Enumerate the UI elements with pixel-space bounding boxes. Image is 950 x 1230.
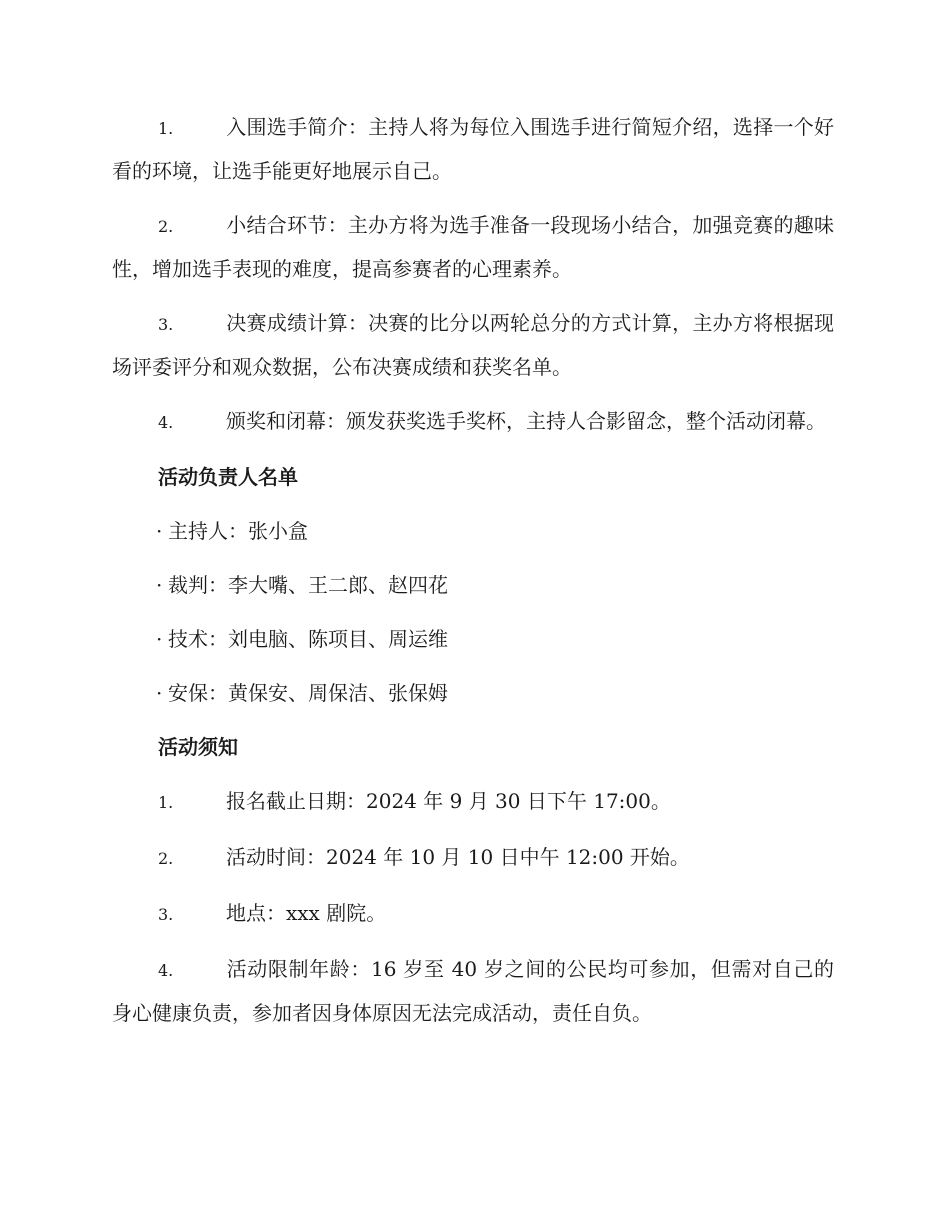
list-item: [112, 948, 834, 1034]
staff-item: [112, 618, 834, 660]
staff-item: [112, 510, 834, 552]
list-item: [112, 302, 834, 388]
section-heading-notice: 活动须知: [158, 735, 238, 759]
list-text: 活动时间：2024 年 10 月 10 日中午 12:00 开始。: [226, 845, 690, 869]
list-number: 3.: [158, 905, 174, 924]
list-number: 2.: [158, 217, 174, 236]
staff-item: [112, 564, 834, 606]
staff-list: [112, 510, 834, 714]
list-item: [112, 106, 834, 192]
list-item: [112, 780, 834, 824]
document-body: [112, 106, 834, 1046]
staff-text: 裁判：李大嘴、王二郎、赵四花: [168, 573, 448, 597]
list-item: [112, 836, 834, 880]
list-item: [112, 400, 834, 444]
list-item: [112, 892, 834, 936]
list-item: [112, 204, 834, 290]
list-text: 活动限制年龄：16 岁至 40 岁之间的公民均可参加，但需对自己的身心健康负责，参加者因身体原因无法完成活动，责任自负。: [112, 957, 834, 1025]
list-text: 小结合环节：主办方将为选手准备一段现场小结合，加强竞赛的趣味性，增加选手表现的难度，提高参赛者的心理素养。: [112, 213, 834, 281]
staff-text: 技术：刘电脑、陈项目、周运维: [168, 627, 448, 651]
bullet-mark: ·: [156, 627, 163, 651]
section-heading-staff: 活动负责人名单: [158, 465, 298, 489]
bullet-mark: ·: [156, 573, 163, 597]
list-number: 2.: [158, 849, 174, 868]
bullet-mark: ·: [156, 519, 163, 543]
list-text: 决赛成绩计算：决赛的比分以两轮总分的方式计算，主办方将根据现场评委评分和观众数据，公布决赛成绩和获奖名单。: [112, 311, 834, 379]
staff-text: 主持人：张小盒: [168, 519, 308, 543]
staff-text: 安保：黄保安、周保洁、张保姆: [168, 681, 448, 705]
list-text: 入围选手简介：主持人将为每位入围选手进行简短介绍，选择一个好看的环境，让选手能更好地展示自己。: [112, 115, 834, 183]
list-number: 1.: [158, 119, 174, 138]
list-number: 4.: [158, 961, 174, 980]
notice-list: [112, 780, 834, 1034]
list-text: 报名截止日期：2024 年 9 月 30 日下午 17:00。: [226, 789, 671, 813]
list-text: 颁奖和闭幕：颁发获奖选手奖杯，主持人合影留念，整个活动闭幕。: [226, 409, 826, 433]
list-number: 1.: [158, 793, 174, 812]
list-text: 地点：xxx 剧院。: [226, 901, 387, 925]
list-number: 4.: [158, 413, 174, 432]
staff-item: [112, 672, 834, 714]
list-number: 3.: [158, 315, 174, 334]
bullet-mark: ·: [156, 681, 163, 705]
finals-process-list: [112, 106, 834, 444]
